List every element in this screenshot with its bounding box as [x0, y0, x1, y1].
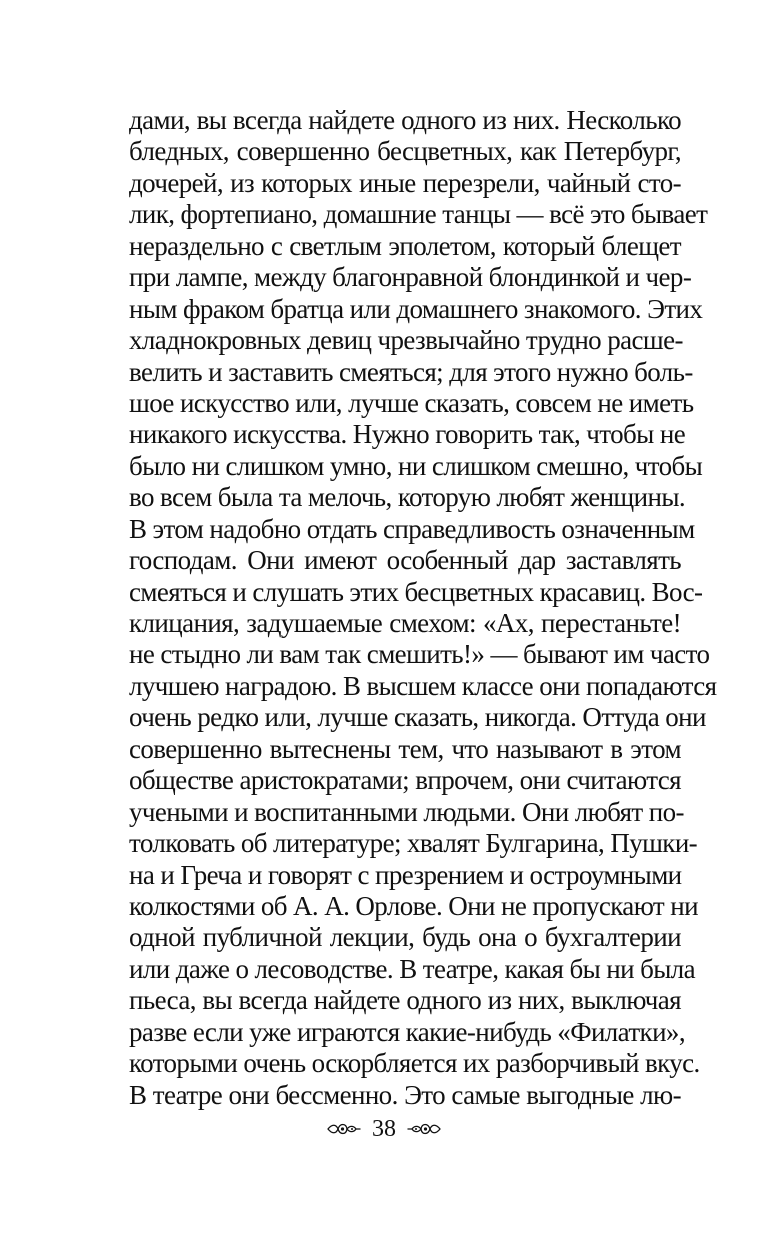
text-line: во всем была та мелочь, которую любят женщины. — [129, 482, 686, 513]
text-line: велить и заставить смеяться; для этого нужно боль- — [129, 356, 693, 387]
page-number: 38 — [372, 1116, 396, 1142]
text-line: обществе аристократами; впрочем, они считаются — [129, 765, 681, 796]
text-line: было ни слишком умно, ни слишком смешно, чтобы — [129, 450, 703, 481]
text-line: толковать об литературе; хвалят Булгарина, Пушки- — [129, 828, 698, 859]
text-line: которыми очень оскорбляется их разборчивый вкус. — [129, 1048, 700, 1079]
text-line: на и Греча и говорят с презрением и остроумными — [129, 859, 682, 890]
text-line: дочерей, из которых иные перезрели, чайный сто- — [129, 167, 681, 198]
text-line: дами, вы всегда найдете одного из них. Несколько — [129, 105, 681, 135]
text-line: В театре они бессменно. Это самые выгодные лю- — [129, 1079, 681, 1110]
text-line: колкостями об А. А. Орлове. Они не пропускают ни — [129, 890, 698, 921]
text-line: совершенно вытеснены тем, что называют в этом — [129, 733, 681, 764]
text-line: клицания, задушаемые смехом: «Ах, перестаньте! — [129, 608, 681, 638]
text-line: или даже о лесоводстве. В театре, какая бы ни была — [129, 953, 696, 984]
left-fleuron-icon — [326, 1119, 362, 1139]
text-line: господам. Они имеют особенный дар заставлять — [129, 545, 681, 576]
text-line: разве если уже играются какие-нибудь «Филатки», — [129, 1016, 685, 1047]
text-line: хладнокровных девиц чрезвычайно трудно расше- — [129, 325, 683, 356]
text-line: очень редко или, лучше сказать, никогда. Оттуда они — [129, 702, 706, 733]
text-line: лучшею наградою. В высшем классе они попадаются — [129, 670, 717, 701]
text-line: лик, фортепиано, домашние танцы — всё это бывает — [129, 199, 708, 230]
text-line: никакого искусства. Нужно говорить так, чтобы не — [129, 419, 686, 450]
text-line: одной публичной лекции, будь она о бухгалтерии — [129, 922, 681, 953]
text-line: шое искусство или, лучше сказать, совсем не иметь — [129, 387, 694, 418]
text-line: бледных, совершенно бесцветных, как Петербург, — [129, 136, 681, 167]
text-line: ным фраком братца или домашнего знакомого. Этих — [129, 293, 703, 324]
right-fleuron-icon — [406, 1119, 442, 1139]
text-line: не стыдно ли вам так смешить!» — бывают им часто — [129, 639, 710, 670]
text-line: нераздельно с светлым эполетом, который блещет — [129, 230, 681, 261]
body-text — [129, 105, 717, 1111]
page-footer — [0, 1112, 768, 1146]
text-line: при лампе, между благонравной блондинкой и чер- — [129, 262, 692, 293]
text-line: В этом надобно отдать справедливость означенным — [129, 513, 695, 544]
text-line: учеными и воспитанными людьми. Они любят по- — [129, 796, 684, 827]
text-line: пьеса, вы всегда найдете одного из них, выключая — [129, 985, 681, 1016]
text-line: смеяться и слушать этих бесцветных красавиц. Вос- — [129, 576, 703, 607]
